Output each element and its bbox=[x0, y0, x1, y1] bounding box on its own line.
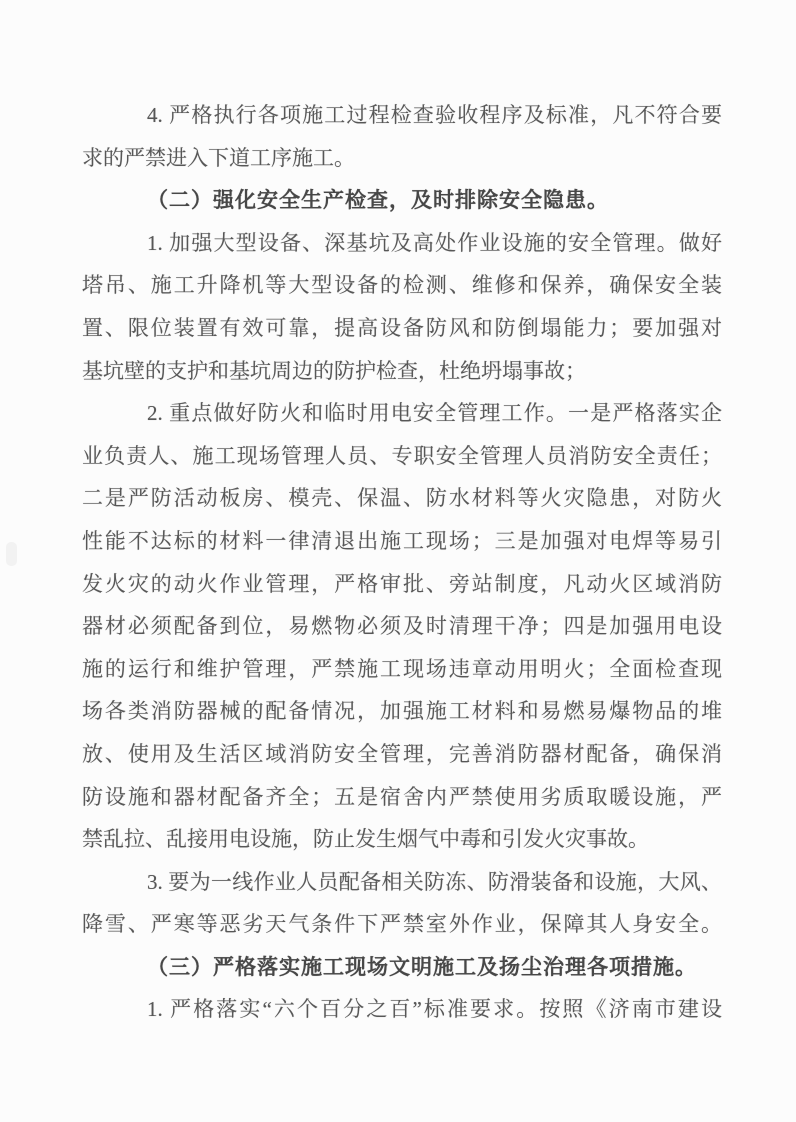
text-line: 性能不达标的材料一律清退出施工现场；三是加强对电焊等易引 bbox=[82, 528, 722, 553]
text-line: 禁乱拉、乱接用电设施，防止发生烟气中毒和引发火灾事故。 bbox=[82, 827, 649, 852]
heading-line: （三）严格落实施工现场文明施工及扬尘治理各项措施。 bbox=[147, 954, 697, 979]
text-line: 3. 要为一线作业人员配备相关防冻、防滑装备和设施，大风、 bbox=[147, 869, 722, 894]
text-line: 施的运行和维护管理，严禁施工现场违章动用明火；全面检查现 bbox=[82, 656, 722, 681]
text-line: 防设施和器材配备齐全；五是宿舍内严禁使用劣质取暖设施，严 bbox=[82, 784, 722, 809]
text-line: 2. 重点做好防火和临时用电安全管理工作。一是严格落实企 bbox=[147, 401, 722, 426]
text-line: 基坑壁的支护和基坑周边的防护检查，杜绝坍塌事故； bbox=[82, 358, 586, 383]
scan-artifact bbox=[6, 542, 17, 566]
text-line: 二是严防活动板房、模壳、保温、防水材料等火灾隐患，对防火 bbox=[82, 486, 722, 511]
text-line: 业负责人、施工现场管理人员、专职安全管理人员消防安全责任； bbox=[82, 443, 722, 468]
heading-line: （二）强化安全生产检查，及时排除安全隐患。 bbox=[147, 188, 609, 213]
document-body bbox=[82, 94, 722, 1031]
text-line: 场各类消防器械的配备情况，加强施工材料和易燃易爆物品的堆 bbox=[82, 699, 722, 724]
text-line: 求的严禁进入下道工序施工。 bbox=[82, 145, 355, 170]
text-line: 降雪、严寒等恶劣天气条件下严禁室外作业，保障其人身安全。 bbox=[82, 912, 722, 937]
text-line: 4. 严格执行各项施工过程检查验收程序及标准，凡不符合要 bbox=[147, 103, 722, 127]
text-line: 置、限位装置有效可靠，提高设备防风和防倒塌能力；要加强对 bbox=[82, 315, 722, 340]
text-line: 器材必须配备到位，易燃物必须及时清理干净；四是加强用电设 bbox=[82, 614, 722, 639]
text-line: 塔吊、施工升降机等大型设备的检测、维修和保养，确保安全装 bbox=[82, 273, 722, 298]
text-line: 1. 加强大型设备、深基坑及高处作业设施的安全管理。做好 bbox=[147, 230, 722, 255]
text-line: 1. 严格落实“六个百分之百”标准要求。按照《济南市建设 bbox=[147, 997, 722, 1022]
text-line: 放、使用及生活区域消防安全管理，完善消防器材配备，确保消 bbox=[82, 741, 722, 766]
text-line: 发火灾的动火作业管理，严格审批、旁站制度，凡动火区域消防 bbox=[82, 571, 722, 596]
